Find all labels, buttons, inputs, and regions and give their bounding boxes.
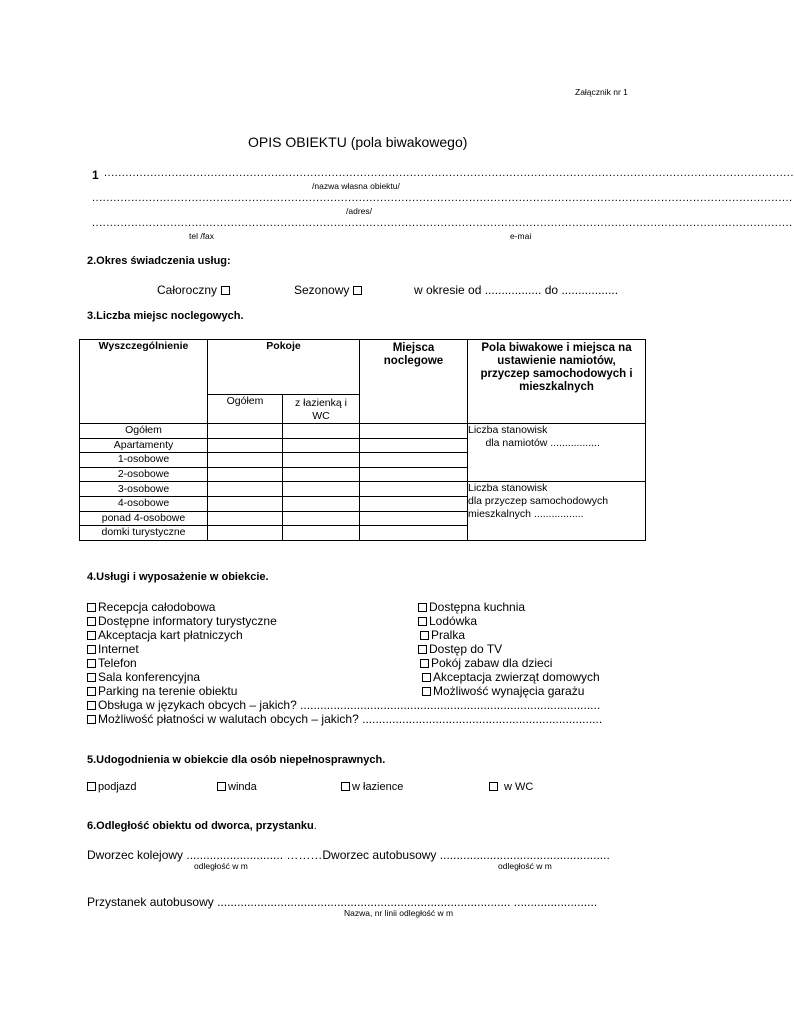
row-label: 3-osobowe [80, 482, 208, 497]
table-row [80, 424, 646, 439]
cell-rooms-total[interactable] [208, 438, 283, 453]
cell-rooms-bath[interactable] [283, 467, 360, 482]
checkbox-icon[interactable] [217, 782, 226, 791]
checkbox-icon[interactable] [87, 687, 96, 696]
cell-rooms-bath[interactable] [283, 511, 360, 526]
season-period: w okresie od ................. do ................. [414, 283, 619, 297]
languages-label: Obsługa w językach obcych – jakich? .......................................................................................... [98, 698, 601, 712]
checkbox-icon[interactable] [341, 782, 350, 791]
address-caption: /adres/ [346, 206, 372, 216]
service-checkbox[interactable] [87, 614, 277, 628]
ramp-label: podjazd [98, 781, 137, 793]
section-6-heading: 6.Odległość obiektu od dworca, przystanku [87, 820, 314, 832]
service-label: Akceptacja kart płatniczych [98, 628, 243, 642]
service-checkbox[interactable] [87, 600, 215, 614]
item-number: 1 [92, 168, 99, 182]
row-label: domki turystyczne [80, 526, 208, 541]
checkbox-icon[interactable] [87, 603, 96, 612]
seasonal-label: Sezonowy [294, 283, 350, 297]
page-title: OPIS OBIEKTU (pola biwakowego) [248, 134, 468, 150]
elevator-label: winda [228, 781, 257, 793]
object-name-field[interactable]: .................................................................................................................................................................................................. [104, 167, 794, 179]
bathroom-option[interactable] [341, 781, 403, 793]
cell-beds[interactable] [360, 482, 468, 497]
email-caption: e-mai [510, 231, 532, 241]
cell-rooms-total[interactable] [208, 467, 283, 482]
checkbox-icon[interactable] [87, 673, 96, 682]
service-label: Dostępne informatory turystyczne [98, 614, 277, 628]
cell-beds[interactable] [360, 526, 468, 541]
cell-beds[interactable] [360, 438, 468, 453]
service-checkbox[interactable] [422, 684, 584, 698]
checkbox-icon[interactable] [87, 631, 96, 640]
service-checkbox[interactable] [420, 628, 465, 642]
distance-caption: odległość w m [194, 861, 248, 871]
checkbox-icon[interactable] [420, 659, 429, 668]
address-field[interactable]: ..................................................................................................................................................................................................... [92, 192, 793, 204]
service-label: Pokój zabaw dla dzieci [431, 656, 553, 670]
checkbox-icon[interactable] [87, 701, 96, 710]
checkbox-icon[interactable] [489, 782, 498, 791]
station-distance-field[interactable]: Dworzec kolejowy ............................. ………Dworzec autobusowy ................................................... [87, 848, 610, 862]
attachment-label: Załącznik nr 1 [575, 87, 628, 97]
currencies-label: Możliwość płatności w walutach obcych – jakich? ........................................................................ [98, 712, 603, 726]
cell-rooms-bath[interactable] [283, 424, 360, 439]
service-checkbox[interactable] [87, 670, 200, 684]
row-label: 4-osobowe [80, 496, 208, 511]
cell-beds[interactable] [360, 496, 468, 511]
service-checkbox[interactable] [422, 670, 600, 684]
year-round-option[interactable] [157, 283, 230, 297]
service-checkbox[interactable] [87, 656, 137, 670]
year-round-label: Całoroczny [157, 283, 218, 297]
cell-rooms-total[interactable] [208, 526, 283, 541]
seasonal-option[interactable] [294, 283, 362, 297]
service-label: Sala konferencyjna [98, 670, 201, 684]
service-checkbox[interactable] [418, 642, 502, 656]
service-checkbox[interactable] [87, 628, 243, 642]
cell-rooms-bath[interactable] [283, 438, 360, 453]
cell-rooms-bath[interactable] [283, 482, 360, 497]
cell-beds[interactable] [360, 511, 468, 526]
accommodation-table [79, 339, 646, 541]
service-label: Akceptacja zwierząt domowych [433, 670, 600, 684]
wc-label: w WC [504, 781, 534, 793]
col-header-camp: Pola biwakowe i miejsca na ustawienie namiotów, przyczep samochodowych i mieszkalnych [468, 340, 646, 424]
col-header-beds: Miejsca noclegowe [360, 340, 468, 424]
cell-beds[interactable] [360, 453, 468, 468]
cell-rooms-bath[interactable] [283, 453, 360, 468]
service-checkbox[interactable] [418, 600, 525, 614]
elevator-option[interactable] [217, 781, 257, 793]
checkbox-icon[interactable] [87, 645, 96, 654]
checkbox-icon[interactable] [418, 603, 427, 612]
service-label: Pralka [431, 628, 466, 642]
checkbox-icon[interactable] [422, 673, 431, 682]
section-4-heading: 4.Usługi i wyposażenie w obiekcie. [87, 571, 269, 583]
checkbox-icon[interactable] [418, 645, 427, 654]
camp-trailers-text[interactable]: Liczba stanowisk dla przyczep samochodowych mieszkalnych ................. [468, 482, 646, 540]
table-row [80, 482, 646, 497]
service-checkbox[interactable] [418, 614, 477, 628]
object-name-caption: /nazwa własna obiektu/ [312, 181, 400, 191]
checkbox-icon[interactable] [87, 715, 96, 724]
cell-rooms-bath[interactable] [283, 496, 360, 511]
service-checkbox[interactable] [87, 684, 237, 698]
contact-field[interactable]: ..................................................................................................................................................................................................... [92, 217, 793, 229]
row-label: Apartamenty [80, 438, 208, 453]
checkbox-icon[interactable] [418, 617, 427, 626]
service-label: Lodówka [429, 614, 478, 628]
bus-stop-caption: Nazwa, nr linii odległość w m [344, 908, 454, 918]
ramp-option[interactable] [87, 781, 137, 793]
cell-rooms-total[interactable] [208, 453, 283, 468]
service-label: Telefon [98, 656, 137, 670]
subheader-rooms-total: Ogółem [208, 395, 283, 424]
service-checkbox[interactable] [87, 642, 139, 656]
checkbox-icon[interactable] [87, 782, 96, 791]
service-label: Dostępna kuchnia [429, 600, 526, 614]
wc-option[interactable] [489, 781, 533, 793]
tel-caption: tel /fax [189, 231, 215, 241]
col-header-rooms: Pokoje [208, 340, 360, 395]
col-header-spec: Wyszczególnienie [80, 340, 208, 424]
checkbox-icon[interactable] [420, 631, 429, 640]
section-2-heading: 2.Okres świadczenia usług: [87, 255, 231, 267]
section-6-heading-suffix: . [313, 820, 317, 832]
service-label: Dostęp do TV [429, 642, 503, 656]
service-checkbox[interactable] [420, 656, 552, 670]
row-label: ponad 4-osobowe [80, 511, 208, 526]
checkbox-icon[interactable] [87, 659, 96, 668]
cell-rooms-total[interactable] [208, 482, 283, 497]
distance-caption: odległość w m [498, 861, 552, 871]
cell-rooms-total[interactable] [208, 496, 283, 511]
row-label: 2-osobowe [80, 467, 208, 482]
row-label: 1-osobowe [80, 453, 208, 468]
checkbox-icon[interactable] [221, 286, 230, 295]
service-label: Możliwość wynajęcia garażu [433, 684, 585, 698]
section-5-heading: 5.Udogodnienia w obiekcie dla osób niepełnosprawnych. [87, 754, 386, 766]
checkbox-icon[interactable] [87, 617, 96, 626]
service-label: Internet [98, 642, 139, 656]
section-6-heading-wrap [87, 820, 317, 832]
row-label: Ogółem [80, 424, 208, 439]
service-label: Recepcja całodobowa [98, 600, 216, 614]
currencies-field[interactable] [87, 712, 602, 726]
section-3-heading: 3.Liczba miejsc noclegowych. [87, 310, 244, 322]
checkbox-icon[interactable] [353, 286, 362, 295]
checkbox-icon[interactable] [422, 687, 431, 696]
cell-beds[interactable] [360, 467, 468, 482]
cell-rooms-total[interactable] [208, 424, 283, 439]
languages-field[interactable] [87, 698, 600, 712]
subheader-rooms-bath: z łazienką i WC [283, 395, 360, 424]
bathroom-label: w łazience [352, 781, 404, 793]
service-label: Parking na terenie obiektu [98, 684, 238, 698]
cell-rooms-bath[interactable] [283, 526, 360, 541]
bus-stop-field[interactable]: Przystanek autobusowy ........................................................................................ ......................... [87, 895, 598, 909]
camp-tents-text[interactable]: Liczba stanowisk dla namiotów ................. [468, 424, 646, 482]
cell-rooms-total[interactable] [208, 511, 283, 526]
cell-beds[interactable] [360, 424, 468, 439]
